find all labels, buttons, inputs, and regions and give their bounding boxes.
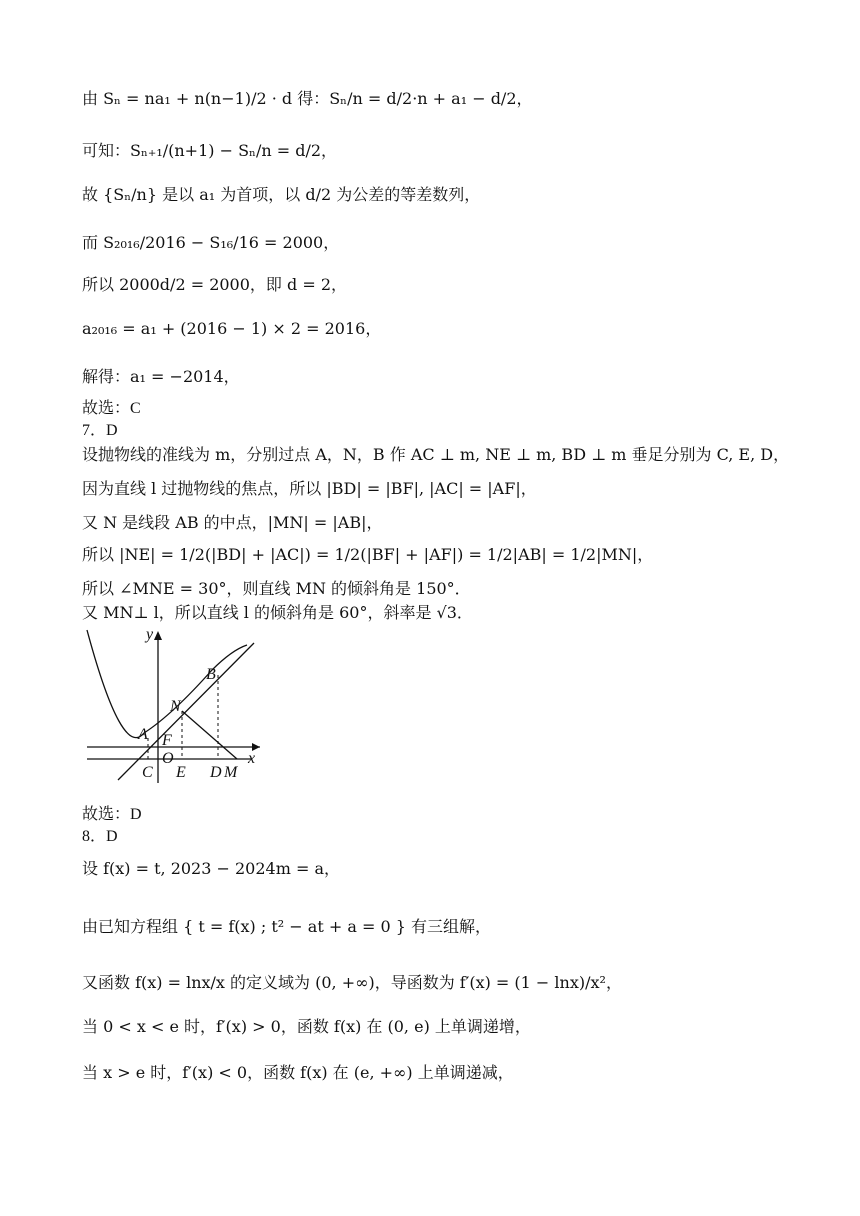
solution-line-11: 又 N 是线段 AB 的中点，|MN| = |AB|，: [82, 513, 383, 532]
label-y: y: [146, 626, 154, 643]
solution-line-19: 当 x > e 时，f′(x) < 0，函数 f(x) 在 (e, +∞) 上单调递减，: [82, 1063, 514, 1082]
solution-line-12: 所以 |NE| = 1/2(|BD| + |AC|) = 1/2(|BF| + |AF|) = 1/2|AB| = 1/2|MN|，: [82, 545, 654, 564]
solution-line-16: 由已知方程组 { t = f(x) ; t² − at + a = 0 } 有三组解，: [82, 917, 491, 936]
solution-line-17: 又函数 f(x) = lnx/x 的定义域为 (0, +∞)，导函数为 f′(x) = (1 − lnx)/x²，: [82, 973, 622, 992]
label-c: C: [142, 764, 153, 781]
label-n: N: [170, 698, 181, 715]
solution-line-9: 设抛物线的准线为 m，分别过点 A，N，B 作 AC ⊥ m, NE ⊥ m, BD ⊥ m 垂足分别为 C, E, D，: [82, 445, 790, 464]
question-7-heading: 7．D: [82, 422, 118, 439]
solution-line-10: 因为直线 l 过抛物线的焦点，所以 |BD| = |BF|, |AC| = |AF|，: [82, 479, 537, 498]
solution-line-1: 由 Sₙ = na₁ + n(n−1)/2 · d 得：Sₙ/n = d/2·n + a₁ − d/2，: [82, 89, 533, 108]
solution-line-5: 所以 2000d/2 = 2000，即 d = 2，: [82, 275, 348, 294]
parabola-curve: [87, 630, 247, 738]
label-e: E: [176, 764, 186, 781]
label-o: O: [162, 750, 174, 767]
solution-line-8: 故选：C: [82, 400, 141, 417]
label-x: x: [248, 750, 256, 767]
y-axis-arrow: [154, 631, 162, 640]
label-m: M: [224, 764, 238, 781]
label-d: D: [210, 764, 222, 781]
label-f: F: [162, 732, 172, 749]
solution-line-3: 故 {Sₙ/n} 是以 a₁ 为首项，以 d/2 为公差的等差数列，: [82, 185, 481, 204]
solution-line-13: 所以 ∠MNE = 30°，则直线 MN 的倾斜角是 150°．: [82, 579, 471, 598]
solution-line-7: 解得：a₁ = −2014，: [82, 367, 240, 386]
solution-line-14: 又 MN⊥ l，所以直线 l 的倾斜角是 60°，斜率是 √3．: [82, 603, 473, 622]
label-a: A: [138, 726, 148, 743]
solution-line-15: 设 f(x) = t, 2023 − 2024m = a，: [82, 859, 341, 878]
solution-line-4: 而 S₂₀₁₆/2016 − S₁₆/16 = 2000，: [82, 233, 340, 252]
solution-line-2: 可知：Sₙ₊₁/(n+1) − Sₙ/n = d/2，: [82, 141, 338, 160]
label-b: B: [206, 666, 216, 683]
solution-line-18: 当 0 < x < e 时，f′(x) > 0，函数 f(x) 在 (0, e) 上单调递增，: [82, 1017, 531, 1036]
segment-nm: [182, 711, 237, 759]
solution-line-6: a₂₀₁₆ = a₁ + (2016 − 1) × 2 = 2016，: [82, 319, 382, 338]
answer-7: 故选：D: [82, 806, 142, 823]
question-8-heading: 8．D: [82, 828, 118, 845]
parabola-figure: [82, 625, 267, 785]
